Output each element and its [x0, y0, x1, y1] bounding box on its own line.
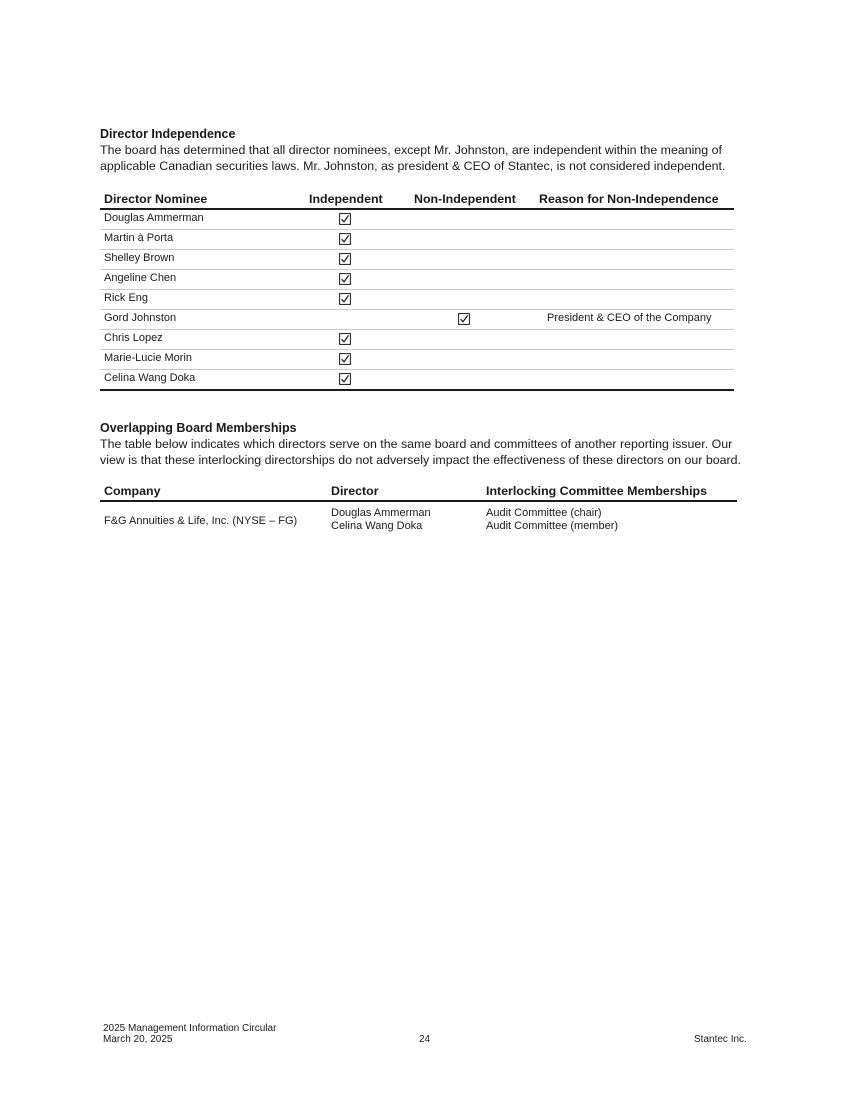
table-header: [100, 191, 734, 210]
director-nominee-name: Marie-Lucie Morin: [104, 352, 193, 364]
table-row: [100, 330, 734, 350]
body-line: The board has determined that all director nominees, except Mr. Johnston, are independent within the meaning of: [100, 143, 722, 157]
independent-checkmark-icon: [339, 353, 351, 365]
table-row: [100, 370, 734, 391]
independent-checkmark-icon: [339, 373, 351, 385]
header-company: Company: [104, 484, 161, 498]
director-rows: [100, 210, 734, 391]
footer-left: [103, 1023, 276, 1045]
director-independence-table: [100, 191, 734, 391]
header-non-independent: Non-Independent: [414, 192, 516, 206]
director-nominee-name: Celina Wang Doka: [104, 372, 196, 384]
director-nominee-name: Gord Johnston: [104, 312, 177, 324]
footer-doc-title: 2025 Management Information Circular: [103, 1023, 277, 1034]
overlapping-table: [100, 483, 737, 538]
independent-checkmark-icon: [339, 253, 351, 265]
table-row: [100, 310, 734, 330]
director-independence-section: [100, 127, 750, 174]
director-names: [331, 507, 431, 533]
header-director-nominee: Director Nominee: [104, 192, 208, 206]
table-row: [100, 250, 734, 270]
table-row: [100, 210, 734, 230]
table-row: [100, 290, 734, 310]
table-row: [100, 502, 737, 538]
committee-membership: Audit Committee (member): [486, 520, 619, 532]
header-committees: Interlocking Committee Memberships: [486, 484, 708, 498]
table-row: [100, 230, 734, 250]
director-nominee-name: Chris Lopez: [104, 332, 163, 344]
overlapping-body: [100, 436, 750, 468]
body-line: The table below indicates which directors serve on the same board and committees of another reporting issuer. Our: [100, 437, 733, 451]
committee-memberships: [486, 507, 618, 533]
director-independence-title: Director Independence: [100, 127, 236, 141]
table-row: [100, 270, 734, 290]
independent-checkmark-icon: [339, 213, 351, 225]
header-reason: Reason for Non-Independence: [539, 192, 719, 206]
body-line: view is that these interlocking directorships do not adversely impact the effectiveness of these directors on our board.: [100, 453, 741, 467]
director-name: Celina Wang Doka: [331, 520, 423, 532]
independent-checkmark-icon: [339, 233, 351, 245]
body-line: applicable Canadian securities laws. Mr. Johnston, as president & CEO of Stantec, is not considered independent.: [100, 159, 726, 173]
director-independence-body: [100, 142, 750, 174]
table-header: [100, 483, 737, 502]
non-independent-checkmark-icon: [458, 313, 470, 325]
director-nominee-name: Shelley Brown: [104, 252, 175, 264]
director-nominee-name: Douglas Ammerman: [104, 212, 204, 224]
header-independent: Independent: [309, 192, 383, 206]
independent-checkmark-icon: [339, 293, 351, 305]
director-nominee-name: Martin à Porta: [104, 232, 174, 244]
independent-checkmark-icon: [339, 273, 351, 285]
overlapping-title: Overlapping Board Memberships: [100, 421, 297, 435]
committee-membership: Audit Committee (chair): [486, 507, 602, 519]
director-nominee-name: Rick Eng: [104, 292, 149, 304]
director-name: Douglas Ammerman: [331, 507, 431, 519]
company-name: F&G Annuities & Life, Inc. (NYSE – FG): [104, 515, 298, 527]
director-nominee-name: Angeline Chen: [104, 272, 177, 284]
independent-checkmark-icon: [339, 333, 351, 345]
overlapping-section: [100, 421, 750, 468]
footer-company: Stantec Inc.: [694, 1034, 747, 1045]
footer-page-number: 24: [419, 1034, 431, 1045]
non-independence-reason: President & CEO of the Company: [547, 312, 712, 324]
table-row: [100, 350, 734, 370]
footer-date: March 20, 2025: [103, 1034, 173, 1045]
header-director: Director: [331, 484, 379, 498]
